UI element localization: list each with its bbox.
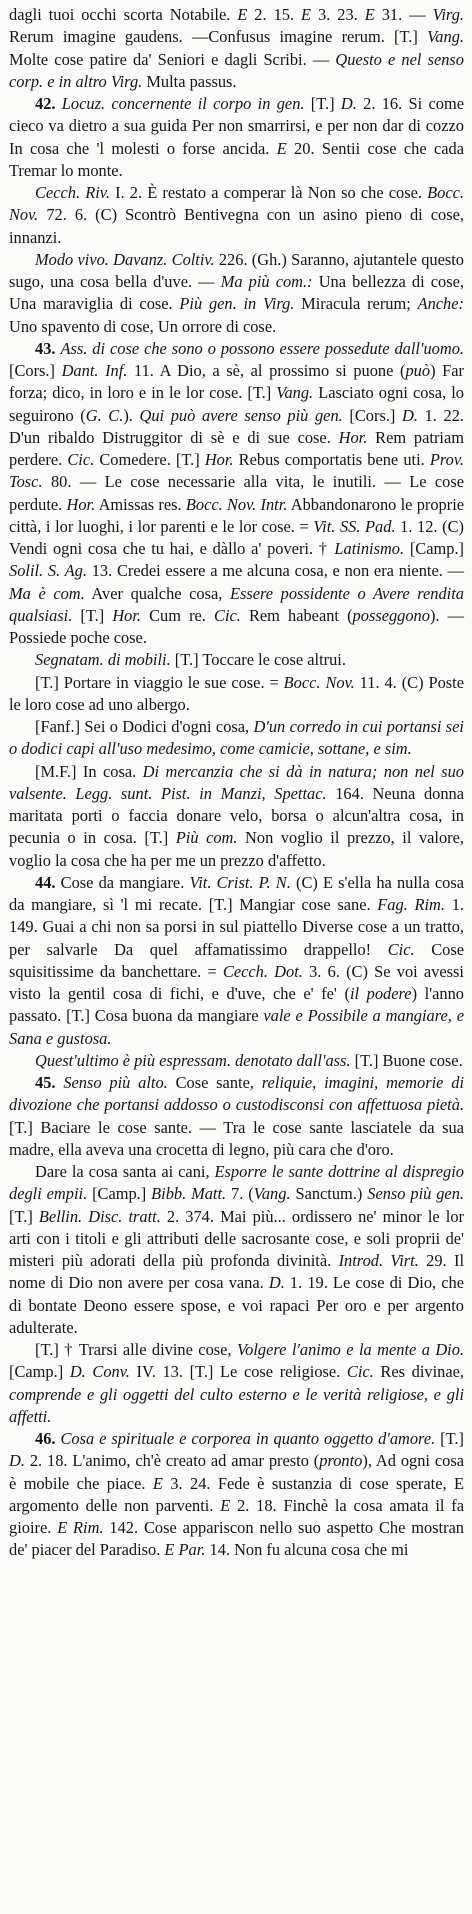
text-run: IV. 13. [T.] Le cose religiose. bbox=[129, 1362, 347, 1382]
italic-text-run: E bbox=[364, 5, 375, 24]
dictionary-entry-text bbox=[9, 4, 464, 1562]
text-run: 1. 12. (C) Vendi ogni cosa che tu hai, e dàllo a' poveri. † bbox=[9, 516, 464, 558]
italic-text-run: D. bbox=[9, 1451, 25, 1471]
sense-number: 43. bbox=[35, 338, 56, 358]
italic-text-run: reliquie, imagini, memorie di divozione che portansi addosso o custodisconsi con affettuosa pietà. bbox=[9, 1073, 464, 1115]
text-run: 14. Non fu alcuna cosa che mi bbox=[205, 1540, 409, 1560]
italic-text-run: Più gen. in Virg. bbox=[179, 294, 295, 314]
text-run: 2. 15. bbox=[247, 5, 302, 24]
italic-text-run: Bellin. Disc. tratt. bbox=[38, 1206, 161, 1226]
entry-paragraph-p1 bbox=[9, 4, 464, 93]
entry-paragraph-p3 bbox=[9, 182, 464, 249]
italic-text-run: Ma è com. bbox=[9, 583, 85, 603]
italic-text-run: D. bbox=[268, 1273, 285, 1293]
italic-text-run: Vang. bbox=[427, 27, 464, 47]
text-run: 80. — Le cose necessarie alla vita, le inutili. — Le cose perdute. bbox=[9, 472, 464, 514]
text-run: 226. (Gh.) Saranno, ajutantele questo sugo, una cosa bella d'uve. — bbox=[9, 249, 464, 291]
italic-text-run: Segnatam. di mobili. bbox=[35, 650, 171, 670]
text-run: 13. Credei essere a me alcuna cosa, e non era niente. — bbox=[86, 561, 464, 581]
italic-text-run: Hor. bbox=[66, 494, 96, 514]
text-run: Non voglio il prezzo, il valore, voglio la cosa che ha per me un prezzo d'affetto. bbox=[9, 828, 464, 870]
text-run: 164. Neuna donna maritata porti o faccia donare velo, borsa o alcun'altra cosa, in pecunia o in cosa. [T.] bbox=[9, 783, 464, 848]
italic-text-run: Senso più alto. bbox=[63, 1073, 168, 1092]
text-run: 11. A Dio, a sè, al prossimo si puone ( bbox=[127, 361, 406, 380]
italic-text-run: Dant. Inf. bbox=[61, 361, 128, 380]
text-run: 72. 6. (C) Scontrò Bentivegna con un asino pieno di cose, innanzi. bbox=[9, 205, 464, 247]
text-run: Cose da mangiare. bbox=[55, 872, 190, 892]
italic-text-run: Hor. bbox=[204, 450, 234, 469]
text-run: [Cors.] bbox=[342, 405, 403, 425]
text-run: [T.] Toccare le cose altrui. bbox=[170, 650, 346, 670]
italic-text-run: Più com. bbox=[175, 828, 238, 848]
text-run: dagli tuoi occhi scorta Notabile. bbox=[9, 5, 238, 24]
italic-text-run: Virg. bbox=[432, 5, 464, 24]
text-run: 2. 374. Mai più... ordissero ne' minor le lor arti con i titoli e gli attributi delle sacrosante cose, e soli proprii de' misteri più adorati della più profonda divinità. bbox=[9, 1206, 464, 1270]
text-run: 2. 18. L'animo, ch'è creato ad amar presto ( bbox=[24, 1451, 320, 1471]
text-run: Cose sante, bbox=[167, 1073, 262, 1092]
text-run: Res divinae, bbox=[373, 1362, 464, 1382]
sense-number: 46. bbox=[35, 1429, 56, 1448]
entry-paragraph-p10 bbox=[9, 872, 464, 1050]
text-run: Molte cose patire da' Seniori e dagli Scribi. — bbox=[9, 49, 336, 69]
text-run: Multa passus. bbox=[142, 71, 237, 91]
entry-paragraph-p15 bbox=[9, 1428, 464, 1562]
text-run: Aver qualche cosa, bbox=[84, 583, 230, 603]
italic-text-run: Quest'ultimo è più espressam. denotato dall'ass. bbox=[35, 1050, 351, 1070]
text-run: 1. 19. Le cose di Dio, che di bontate Deono essere spose, e voi rapaci Per oro e per argento adulterate. bbox=[9, 1273, 464, 1337]
italic-text-run: Solil. S. Ag. bbox=[9, 561, 87, 581]
italic-text-run: Modo vivo. Davanz. Coltiv. bbox=[35, 249, 215, 269]
text-run: 29. Il nome di Dio non avere per cosa vana. bbox=[9, 1251, 465, 1293]
text-run: ). bbox=[123, 405, 140, 425]
italic-text-run: Ass. di cose che sono o possono essere possedute dall'uomo. bbox=[60, 338, 464, 358]
text-run: Rerum imagine gaudens. —Confusus imagine rerum. [T.] bbox=[9, 27, 428, 47]
italic-text-run: vale e Possibile a mangiare, e Sana e gustosa. bbox=[9, 1006, 464, 1048]
text-run: Cum re. bbox=[141, 605, 215, 625]
italic-text-run: Cecch. Dot. bbox=[222, 961, 303, 981]
text-run: ), Ad ogni cosa è mobile che piace. bbox=[9, 1451, 464, 1493]
text-run: Cose squisitissime da banchettare. = bbox=[9, 939, 464, 981]
text-run: Rem patriam perdere. bbox=[9, 427, 464, 469]
italic-text-run: E bbox=[152, 1473, 163, 1493]
text-run: Rem habeant ( bbox=[240, 605, 353, 625]
italic-text-run: Bocc. Nov. Intr. bbox=[185, 494, 288, 514]
text-run: Uno spavento di cose, Un orrore di cose. bbox=[9, 316, 277, 336]
text-run: (C) E s'ella ha nulla cosa da mangiare, sì 'l mi recate. [T.] Mangiar cose sane. bbox=[9, 872, 464, 914]
text-run: 142. Cose appariscon nello suo aspetto Che mostran de' piacer del Paradiso. bbox=[9, 1518, 464, 1560]
text-run: [T.] Baciare le cose sante. — Tra le cose sante lasciatele da sua madre, ella aveva una crocetta di legno, più cara che d'oro. bbox=[9, 1117, 464, 1159]
text-run: [Camp.] bbox=[9, 1362, 70, 1382]
entry-paragraph-p11 bbox=[9, 1050, 464, 1072]
italic-text-run: E bbox=[301, 5, 312, 24]
italic-text-run: E Par. bbox=[164, 1540, 206, 1560]
text-run: Dare la cosa santa ai cani, bbox=[35, 1162, 215, 1181]
italic-text-run: Cic. bbox=[67, 450, 95, 469]
text-run: ) l'anno passato. [T.] Cosa buona da mangiare bbox=[9, 984, 464, 1026]
text-run: [Camp.] bbox=[87, 1184, 152, 1204]
italic-text-run: Fag. Rim. bbox=[377, 895, 445, 914]
italic-text-run: Latinismo. bbox=[334, 539, 405, 558]
italic-text-run: Introd. Virt. bbox=[338, 1251, 419, 1270]
italic-text-run: Cic. bbox=[214, 605, 241, 625]
italic-text-run: Locuz. concernente il corpo in gen. bbox=[61, 94, 305, 113]
italic-text-run: Anche: bbox=[417, 294, 464, 314]
italic-text-run: Hor. bbox=[338, 427, 368, 447]
entry-paragraph-p14 bbox=[9, 1339, 464, 1428]
text-run: I. 2. È restato a comperar là Non so che cose. bbox=[109, 183, 428, 202]
text-run: Lasciato ogni cosa, lo seguirono ( bbox=[9, 383, 464, 425]
italic-text-run: Hor. bbox=[112, 605, 142, 625]
italic-text-run: Volgere l'animo e la mente a Dio. bbox=[236, 1340, 464, 1359]
text-run: 11. 4. (C) Poste le loro cose ad uno albergo. bbox=[9, 672, 464, 714]
italic-text-run: Di mercanzia che si dà in natura; non nel suo valsente. Legg. sunt. Pist. in Manzi, Spettac. bbox=[9, 761, 464, 803]
text-run: 20. Sentii cose che cada Tremar lo monte. bbox=[9, 138, 464, 180]
italic-text-run: Vang. bbox=[276, 383, 314, 403]
text-run: Amissas res. bbox=[95, 494, 186, 514]
italic-text-run: Ma più com.: bbox=[220, 272, 313, 291]
italic-text-run: il podere bbox=[349, 984, 412, 1003]
sense-number: 45. bbox=[35, 1073, 56, 1092]
entry-paragraph-p13 bbox=[9, 1161, 464, 1339]
text-run: [T.] Buone cose. bbox=[350, 1050, 463, 1070]
italic-text-run: Cic. bbox=[346, 1362, 374, 1382]
italic-text-run: E bbox=[237, 5, 248, 24]
entry-paragraph-p8 bbox=[9, 716, 464, 761]
italic-text-run: Esporre le sante dottrine al dispregio degli empii. bbox=[9, 1162, 464, 1204]
text-run: [T.] bbox=[304, 94, 341, 113]
text-run: 31. — bbox=[374, 5, 433, 24]
text-run: ). — Possiede poche cose. bbox=[9, 605, 464, 647]
text-run: [T.] bbox=[72, 605, 113, 625]
text-run: ) Far forza; dico, in loro e in le lor cose. [T.] bbox=[9, 361, 464, 403]
italic-text-run: comprende e gli oggetti del culto esterno e le verità religiose, e gli affetti. bbox=[9, 1384, 464, 1426]
text-run: Abbandonarono le proprie città, i lor luoghi, i lor parenti e le lor cose. = bbox=[9, 494, 465, 536]
entry-paragraph-p7 bbox=[9, 672, 464, 717]
text-run: 1. 149. Guai a chi non sa porsi in sul piattello Diverse cose a un tratto, per salvarle Da quel affamatissimo drappello! bbox=[9, 895, 465, 959]
italic-text-run: Bocc. Nov. bbox=[283, 672, 355, 692]
text-run: 3. 6. (C) Se voi avessi visto la gentil cosa di fichi, e d'uve, che e' fe' ( bbox=[9, 961, 464, 1003]
text-run: 2. 16. Si come cieco va dietro a sua guida Per non smarrirsi, e per non dar di cozzo In cosa che 'l molesti o forse ancida. bbox=[9, 94, 464, 158]
text-run: [T.] Portare in viaggio le sue cose. = bbox=[35, 672, 284, 692]
text-run: [Camp.] bbox=[404, 539, 465, 558]
text-run: [T.] bbox=[9, 1206, 39, 1226]
text-run: 3. 24. Fede è sustanzia di cose sperate, E argomento delle non parventi. bbox=[9, 1473, 464, 1515]
italic-text-run: posseggono bbox=[352, 605, 430, 625]
italic-text-run: Cosa e spirituale e corporea in quanto oggetto d'amore. bbox=[60, 1429, 436, 1448]
text-run: [M.F.] In cosa. bbox=[35, 761, 143, 781]
italic-text-run: Bocc. Nov. bbox=[9, 183, 464, 225]
italic-text-run: Vit. SS. Pad. bbox=[313, 516, 396, 536]
italic-text-run: Bibb. Matt. bbox=[151, 1184, 227, 1204]
italic-text-run: E Rim. bbox=[57, 1518, 104, 1537]
italic-text-run: Senso più gen. bbox=[367, 1184, 464, 1204]
italic-text-run: pronto bbox=[319, 1451, 363, 1471]
entry-paragraph-p2 bbox=[9, 93, 464, 182]
italic-text-run: può bbox=[405, 361, 431, 380]
text-run: 1. 22. D'un ribaldo Distruggitor di sè e di sue cose. bbox=[9, 405, 464, 447]
italic-text-run: Prov. Tosc. bbox=[9, 450, 464, 492]
italic-text-run: Questo e nel senso corp. e in altro Virg. bbox=[9, 49, 464, 91]
entry-paragraph-p9 bbox=[9, 761, 464, 872]
text-run: Una bellezza di cose, Una maraviglia di cose. bbox=[9, 272, 464, 314]
italic-text-run: D'un corredo in cui portansi sei o dodici capi all'uso medesimo, come camicie, sottane, e sim. bbox=[9, 717, 464, 759]
italic-text-run: Vit. Crist. P. N. bbox=[189, 872, 291, 892]
text-run: Miracula rerum; bbox=[294, 294, 418, 314]
italic-text-run: G. C. bbox=[85, 405, 124, 425]
text-run: [T.] bbox=[435, 1429, 464, 1448]
entry-paragraph-p5 bbox=[9, 338, 464, 650]
italic-text-run: Qui può avere senso più gen. bbox=[139, 405, 343, 425]
text-run: Rebus comportatis bene uti. bbox=[233, 450, 430, 469]
italic-text-run: E bbox=[276, 138, 287, 158]
text-run: 2. 18. Finchè la cosa amata il fa gioire. bbox=[9, 1495, 464, 1537]
entry-paragraph-p6 bbox=[9, 649, 464, 671]
text-run: [Fanf.] Sei o Dodici d'ogni cosa, bbox=[35, 717, 254, 736]
italic-text-run: Vang. bbox=[253, 1184, 291, 1204]
text-run: [T.] † Trarsi alle divine cose, bbox=[35, 1340, 237, 1359]
italic-text-run: Cic. bbox=[387, 939, 415, 959]
text-run: Comedere. [T.] bbox=[94, 450, 205, 469]
text-run: 7. ( bbox=[226, 1184, 254, 1204]
italic-text-run: D. bbox=[402, 405, 418, 425]
text-run: [Cors.] bbox=[9, 361, 62, 380]
entry-paragraph-p12 bbox=[9, 1072, 464, 1161]
entry-paragraph-p4 bbox=[9, 249, 464, 338]
italic-text-run: D. Conv. bbox=[69, 1362, 130, 1382]
sense-number: 44. bbox=[35, 872, 56, 892]
italic-text-run: E bbox=[220, 1495, 231, 1515]
italic-text-run: Essere possidente o Avere rendita qualsiasi. bbox=[9, 583, 464, 625]
sense-number: 42. bbox=[35, 94, 56, 113]
text-run: Sanctum.) bbox=[290, 1184, 368, 1204]
italic-text-run: D. bbox=[340, 94, 357, 113]
italic-text-run: Cecch. Riv. bbox=[35, 183, 110, 202]
text-run: 3. 23. bbox=[311, 5, 365, 24]
